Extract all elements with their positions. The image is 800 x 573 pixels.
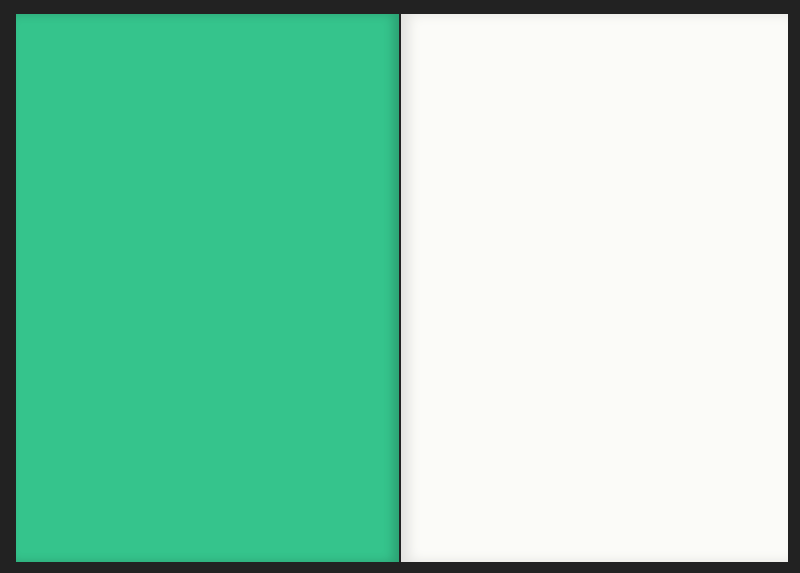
left-page-cover bbox=[16, 14, 399, 562]
ruler-left bbox=[0, 0, 12, 573]
ruler-top bbox=[0, 0, 800, 12]
right-page-contents bbox=[401, 14, 788, 562]
